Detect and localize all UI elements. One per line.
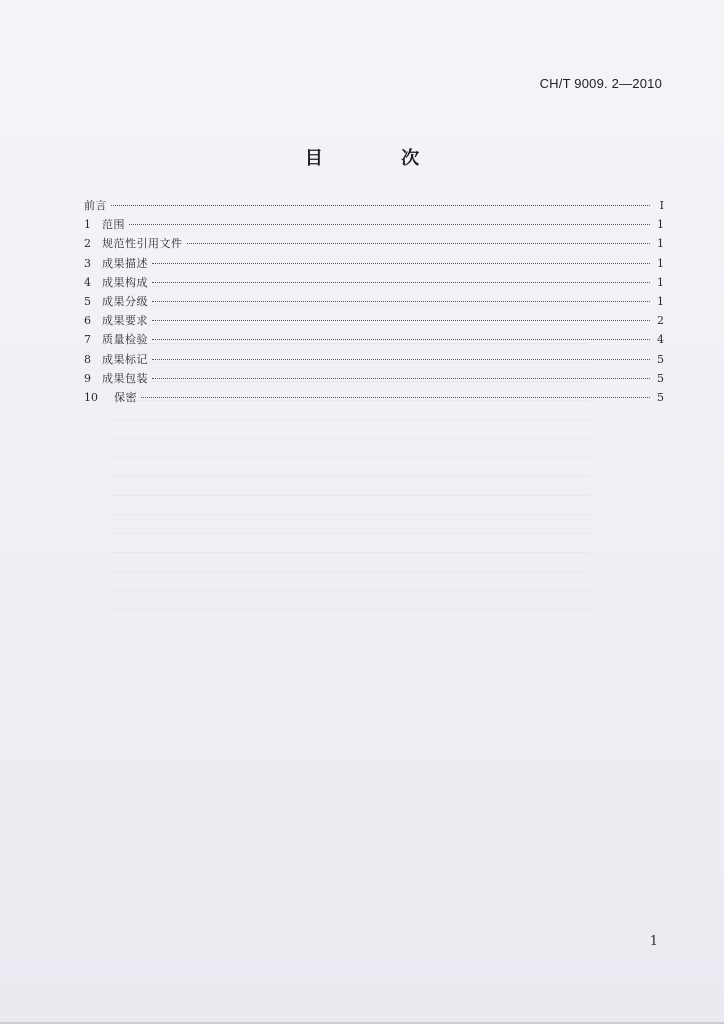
toc-entry-number: 10 bbox=[84, 390, 98, 404]
toc-leader-dots bbox=[152, 263, 650, 264]
toc-leader-dots bbox=[152, 320, 650, 321]
toc-entry-marking[interactable] bbox=[84, 350, 664, 369]
toc-leader-dots bbox=[152, 339, 650, 340]
toc-entry-label: 成果包装 bbox=[102, 371, 148, 385]
toc-entry-grading[interactable] bbox=[84, 292, 664, 311]
toc-entry-quality-inspection[interactable] bbox=[84, 330, 664, 349]
toc-entry-number: 7 bbox=[84, 333, 91, 347]
toc-entry-page: 1 bbox=[657, 256, 664, 270]
toc-entry-label: 成果描述 bbox=[102, 256, 148, 270]
toc-entry-page: 4 bbox=[657, 333, 664, 347]
toc-entry-number: 9 bbox=[84, 371, 91, 385]
toc-entry-number: 1 bbox=[84, 218, 91, 232]
toc-entry-confidentiality[interactable] bbox=[84, 388, 664, 407]
toc-entry-label: 成果标记 bbox=[102, 352, 148, 366]
toc-entry-label: 范围 bbox=[102, 218, 125, 232]
toc-leader-dots bbox=[152, 359, 650, 360]
toc-entry-number: 4 bbox=[84, 275, 91, 289]
toc-entry-number: 3 bbox=[84, 256, 91, 270]
toc-leader-dots bbox=[152, 301, 650, 302]
toc-leader-dots bbox=[111, 205, 650, 206]
standard-code: CH/T 9009. 2—2010 bbox=[539, 76, 662, 91]
toc-entry-requirements[interactable] bbox=[84, 311, 664, 330]
toc-entry-page: 2 bbox=[657, 314, 664, 328]
page-number: 1 bbox=[649, 934, 658, 949]
toc-leader-dots bbox=[187, 243, 651, 244]
toc-entry-page: 5 bbox=[657, 390, 664, 404]
toc-entry-description[interactable] bbox=[84, 254, 664, 273]
toc-leader-dots bbox=[152, 282, 650, 283]
toc-entry-number: 6 bbox=[84, 314, 91, 328]
toc-entry-label: 前言 bbox=[84, 199, 107, 212]
table-of-contents bbox=[84, 196, 664, 407]
toc-entry-foreword[interactable] bbox=[84, 196, 664, 215]
toc-entry-page: 1 bbox=[657, 294, 664, 308]
toc-leader-dots bbox=[141, 397, 650, 398]
toc-leader-dots bbox=[129, 224, 650, 225]
toc-entry-page: 5 bbox=[657, 371, 664, 385]
toc-entry-label: 成果构成 bbox=[102, 275, 148, 289]
toc-entry-page: 5 bbox=[657, 352, 664, 366]
toc-entry-number: 2 bbox=[84, 237, 91, 251]
toc-entry-label: 保密 bbox=[114, 390, 137, 404]
toc-entry-page: 1 bbox=[657, 237, 664, 251]
toc-entry-number: 5 bbox=[84, 294, 91, 308]
toc-entry-number: 8 bbox=[84, 352, 91, 366]
toc-entry-label: 成果要求 bbox=[102, 314, 148, 328]
toc-entry-page: Ⅰ bbox=[659, 199, 664, 212]
toc-entry-packaging[interactable] bbox=[84, 369, 664, 388]
toc-entry-label: 成果分级 bbox=[102, 294, 148, 308]
toc-entry-normative-references[interactable] bbox=[84, 234, 664, 253]
toc-leader-dots bbox=[152, 378, 650, 379]
page-title: 目 次 bbox=[304, 148, 456, 169]
toc-entry-label: 质量检验 bbox=[102, 333, 148, 347]
toc-entry-composition[interactable] bbox=[84, 273, 664, 292]
toc-entry-page: 1 bbox=[657, 275, 664, 289]
toc-entry-page: 1 bbox=[657, 218, 664, 232]
toc-entry-scope[interactable] bbox=[84, 215, 664, 234]
toc-entry-label: 规范性引用文件 bbox=[102, 237, 183, 251]
